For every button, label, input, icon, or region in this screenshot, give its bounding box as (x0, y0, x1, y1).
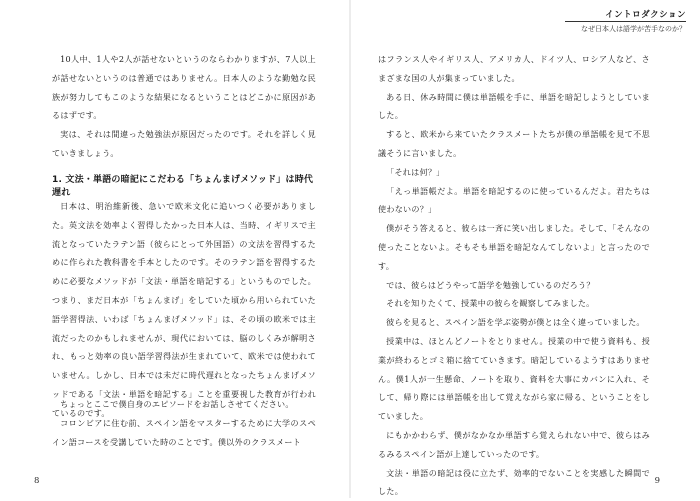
body-paragraph: 彼らを見ると、スペイン語を学ぶ姿勢が僕とは全く違っていました。 (386, 317, 645, 328)
header-subtitle: なぜ日本人は語学が苦手なのか？ (581, 25, 686, 33)
body-paragraph: では、彼らはどうやって語学を勉強しているのだろう？ (386, 279, 595, 290)
body-paragraph: はフランス人やイギリス人、アメリカ人、ドイツ人、ロシア人など、さまざまな国の人が集まっていました。 (378, 54, 650, 83)
body-paragraph: コロンビアに住む前、スペイン語をマスターするために大学のスペイン語コースを受講していた時のことです。僕以外のクラスメート (52, 417, 316, 447)
body-paragraph: ある日、休み時間に僕は単語帳を手に、単語を暗記しようとしていました。 (378, 91, 650, 121)
header-title: イントロダクション (565, 8, 686, 22)
page-number-left: 8 (34, 476, 40, 486)
page-number-right: 9 (654, 476, 660, 486)
body-paragraph: すると、欧米から来ていたクラスメートたちが僕の単語帳を見て不思議そうに言いました。 (378, 129, 650, 158)
body-paragraph: 実は、それは間違った勉強法が原因だったのです。それを詳しく見ていきましょう。 (52, 129, 316, 158)
right-page (350, 0, 700, 498)
body-paragraph: 日本は、明治維新後、急いで欧米文化に追いつく必要がありました。英文法を効率よく習得したかった日本人は、当時、イギリスで主流となっていたラテン語（彼らにとって外国語）の文法を習得するために作られた教科書を手本としたのです。そのラテン語を習得するために必要なメソッドが「文法・単語を暗記する」というものでした。つまり、まだ日本が「ちょんまげ」をしていた頃から用いられていた語学習得法、いわば「ちょんまげメソッド」は、その頃の欧米では主流だったのかもしれませんが、現代においては、脳のしくみが解明され、もっと効率の良い語学習得法が生まれていて、欧米では使われていません。しかし、日本では未だに時代遅れとなったちょんまげメソッドである「文法・単語を暗記する」ことを重要視した教育が行われているのです。 (52, 201, 316, 418)
body-paragraph: 文法・単語の暗記は役に立たず、効率的でないことを実感した瞬間でした。 (378, 467, 650, 497)
body-paragraph: 僕がそう答えると、彼らは一斉に笑い出しました。そして、「そんなの使ったことないよ。そもそも単語を暗記なんてしないよ」と言ったのです。 (378, 223, 650, 271)
dialogue-line: 「えっ単語帳だよ。単語を暗記するのに使っているんだよ。君たちは使わないの？」 (378, 185, 650, 215)
body-paragraph: 授業中は、ほとんどノートをとりません。授業の中で使う資料も、授業が終わるとゴミ箱に捨てていきます。暗記しているようすはありません。僕1人が一生懸命、ノートを取り、資料を大事にカバンに入れ、そして、帰り際には単語帳を出して覚えながら家に帰る、ということをしていました。 (378, 335, 650, 422)
section-heading: 1. 文法・単語の暗記にこだわる「ちょんまげメソッド」は時代遅れ (52, 175, 314, 198)
dialogue-line: 「それは何？」 (386, 166, 445, 177)
body-paragraph: にもかかわらず、僕がなかなか単語すら覚えられない中で、彼らはみるみるスペイン語が上達していったのです。 (378, 429, 650, 459)
body-paragraph: 10人中、1人や2人が話せないというのならわかりますが、7人以上が話せないというのは普通ではありません。日本人のような勤勉な民族が努力してもこのような結果になるということはどこかに原因があるはずです。 (52, 54, 316, 121)
running-header (565, 8, 686, 34)
body-paragraph: ちょっとここで僕自身のエピソードをお話しさせてください。 (60, 399, 294, 409)
section-heading-block (52, 172, 316, 198)
right-body (378, 50, 650, 501)
left-episode (52, 395, 316, 451)
body-paragraph: それを知りたくて、授業中の彼らを観察してみました。 (386, 298, 595, 309)
left-intro (52, 50, 316, 163)
left-section-body (52, 197, 316, 423)
left-page (0, 0, 350, 498)
